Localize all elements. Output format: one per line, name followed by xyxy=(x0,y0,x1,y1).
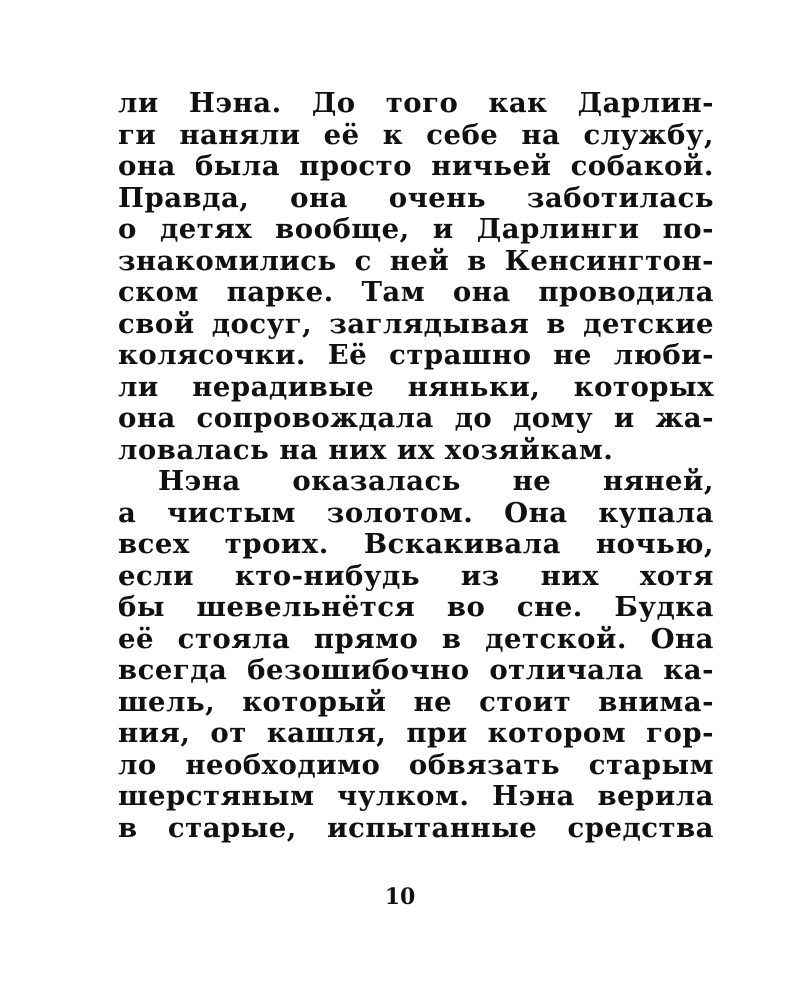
text-line: Правда, она очень заботилась xyxy=(118,181,714,214)
text-line: она была просто ничьей собакой. xyxy=(118,150,714,182)
text-line: ги наняли её к себе на службу, xyxy=(118,118,714,151)
text-line: всех троих. Вскакивала ночью, xyxy=(118,528,714,560)
text-line: шель, который не стоит внима- xyxy=(118,685,714,718)
text-line: в старые, испытанные средства xyxy=(118,811,714,844)
text-line: шерстяным чулком. Нэна верила xyxy=(118,780,714,812)
paragraph-last-line: ловалась на них их хозяйкам. xyxy=(118,433,614,466)
text-line: она сопровождала до дому и жа- xyxy=(118,402,714,434)
text-line: ли Нэна. До того как Дарлин- xyxy=(118,87,714,119)
body-text xyxy=(118,88,714,844)
text-line: ском парке. Там она проводила xyxy=(118,276,714,308)
text-line: свой досуг, заглядывая в детские xyxy=(118,307,714,340)
text-line: бы шевельнётся во сне. Будка xyxy=(118,591,714,623)
text-line: о детях вообще, и Дарлинги по- xyxy=(118,213,714,245)
text-line: а чистым золотом. Она купала xyxy=(118,496,714,529)
text-line: ло необходимо обвязать старым xyxy=(118,748,714,781)
text-line: её стояла прямо в детской. Она xyxy=(118,622,714,655)
page-number: 10 xyxy=(384,884,416,910)
paragraph-first-line: Нэна оказалась не няней, xyxy=(158,465,714,497)
text-line: ния, от кашля, при котором гор- xyxy=(118,717,714,749)
text-line: колясочки. Её страшно не люби- xyxy=(118,339,714,371)
text-line: всегда безошибочно отличала ка- xyxy=(118,654,714,686)
text-line: знакомились с ней в Кенсингтон- xyxy=(118,244,714,277)
text-line: если кто-нибудь из них хотя xyxy=(118,559,714,592)
text-line: ли нерадивые няньки, которых xyxy=(118,370,714,403)
